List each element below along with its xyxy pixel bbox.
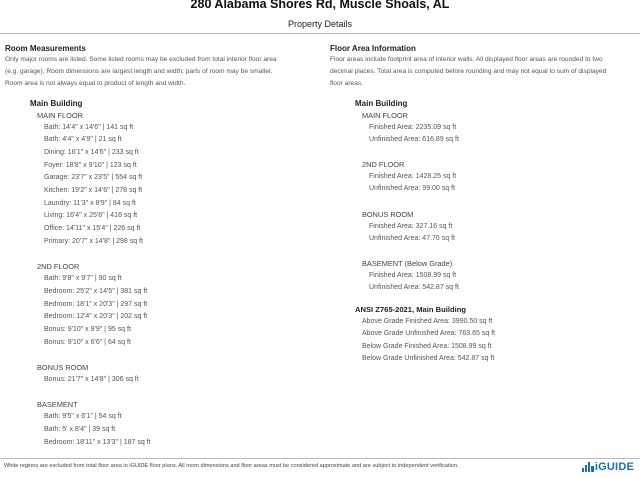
header-divider xyxy=(0,33,640,34)
footer-divider xyxy=(0,458,640,459)
room-measurements-heading: Room Measurements xyxy=(5,44,86,53)
floor-heading: BASEMENT xyxy=(37,400,78,410)
ansi-item: Below Grade Finished Area: 1508.99 sq ft xyxy=(362,342,492,350)
page-subtitle: Property Details xyxy=(287,19,353,29)
room-item: Living: 16'4" x 25'6" | 416 sq ft xyxy=(44,212,138,220)
finished-area: Finished Area: 1508.99 sq ft xyxy=(369,272,457,280)
ansi-heading: ANSI Z765-2021, Main Building xyxy=(355,304,466,314)
finished-area: Finished Area: 2235.09 sq ft xyxy=(369,123,457,131)
floor-heading: BASEMENT (Below Grade) xyxy=(362,259,453,269)
unfinished-area: Unfinished Area: 542.87 sq ft xyxy=(369,284,459,292)
floor-heading: 2ND FLOOR xyxy=(362,160,405,170)
floor-heading: MAIN FLOOR xyxy=(362,110,408,120)
room-item: Bedroom: 25'2" x 14'5" | 381 sq ft xyxy=(44,287,148,295)
brand-logo xyxy=(582,461,634,473)
room-measurements-section xyxy=(5,43,320,449)
floor-heading: 2ND FLOOR xyxy=(37,262,80,272)
floor-heading: BONUS ROOM xyxy=(37,362,89,372)
description-line: floor areas. xyxy=(330,80,363,88)
room-item: Bedroom: 18'1" x 20'3" | 297 sq ft xyxy=(44,300,148,308)
description-line: decimal places. Total area is computed before rounding and may not equal to sum of displayed xyxy=(330,68,607,76)
room-item: Primary: 20'7" x 14'8" | 298 sq ft xyxy=(44,237,143,245)
room-item: Foyer: 18'8" x 9'10" | 123 sq ft xyxy=(44,161,137,169)
unfinished-area: Unfinished Area: 47.76 sq ft xyxy=(369,234,455,242)
room-item: Garage: 23'7" x 23'5" | 554 sq ft xyxy=(44,174,143,182)
room-item: Kitchen: 19'2" x 14'6" | 278 sq ft xyxy=(44,187,143,195)
description-line: (e.g. garage). Room dimensions are largest length and width; parts of room may be smaller. xyxy=(5,68,273,76)
room-item: Bath: 9'5" x 6'1" | 54 sq ft xyxy=(44,413,122,421)
room-item: Bath: 14'4" x 14'6" | 141 sq ft xyxy=(44,123,134,131)
room-item: Bath: 4'4" x 4'9" | 21 sq ft xyxy=(44,136,122,144)
room-item: Bonus: 9'10" x 6'6" | 64 sq ft xyxy=(44,338,131,346)
room-measurements-description xyxy=(5,54,320,91)
building-heading: Main Building xyxy=(30,98,83,108)
room-item: Dining: 16'1" x 14'6" | 233 sq ft xyxy=(44,148,139,156)
iguide-logo-icon xyxy=(582,462,594,472)
description-line: Room area is not always equal to product of length and width. xyxy=(5,80,186,88)
building-heading: Main Building xyxy=(355,98,408,108)
room-item: Bath: 5' x 8'4" | 39 sq ft xyxy=(44,426,116,434)
unfinished-area: Unfinished Area: 616.89 sq ft xyxy=(369,136,459,143)
ansi-item: Above Grade Finished Area: 3990.50 sq ft xyxy=(362,317,493,325)
room-item: Bedroom: 18'11" x 13'3" | 187 sq ft xyxy=(44,438,151,446)
floor-area-section xyxy=(330,43,638,365)
room-item: Laundry: 11'3" x 8'9" | 84 sq ft xyxy=(44,199,136,207)
floor-area-description xyxy=(330,54,638,91)
finished-area: Finished Area: 1428.25 sq ft xyxy=(369,173,457,181)
room-item: Bath: 9'8" x 9'7" | 90 sq ft xyxy=(44,275,122,283)
room-item: Office: 14'11" x 15'4" | 226 sq ft xyxy=(44,225,141,233)
description-line: Floor areas include footprint area of interior walls. All displayed floor areas are rounded to two xyxy=(330,56,603,63)
description-line: Only major rooms are listed. Some listed rooms may be excluded from total interior floor area xyxy=(5,56,277,63)
floor-heading: MAIN FLOOR xyxy=(37,110,83,120)
ansi-item: Below Grade Unfinished Area: 542.87 sq ft xyxy=(362,354,495,362)
page-title: 280 Alabama Shores Rd, Muscle Shoals, AL xyxy=(190,0,450,11)
ansi-item: Above Grade Unfinished Area: 763.65 sq ft xyxy=(362,330,496,338)
room-item: Bonus: 21'7" x 14'8" | 306 sq ft xyxy=(44,375,139,383)
unfinished-area: Unfinished Area: 99.00 sq ft xyxy=(369,185,455,193)
brand-name: iGUIDE xyxy=(594,461,634,473)
finished-area: Finished Area: 327.16 sq ft xyxy=(369,222,453,230)
footer-note: White regions are excluded from total floor area in iGUIDE floor plans. All room dimensions and floor areas must be considered approximate and are subject to independent verification. xyxy=(4,463,459,469)
room-item: Bonus: 9'10" x 9'9" | 95 sq ft xyxy=(44,325,131,333)
floor-heading: BONUS ROOM xyxy=(362,209,414,219)
floor-area-heading: Floor Area Information xyxy=(330,44,416,53)
room-item: Bedroom: 12'4" x 20'3" | 202 sq ft xyxy=(44,313,148,321)
